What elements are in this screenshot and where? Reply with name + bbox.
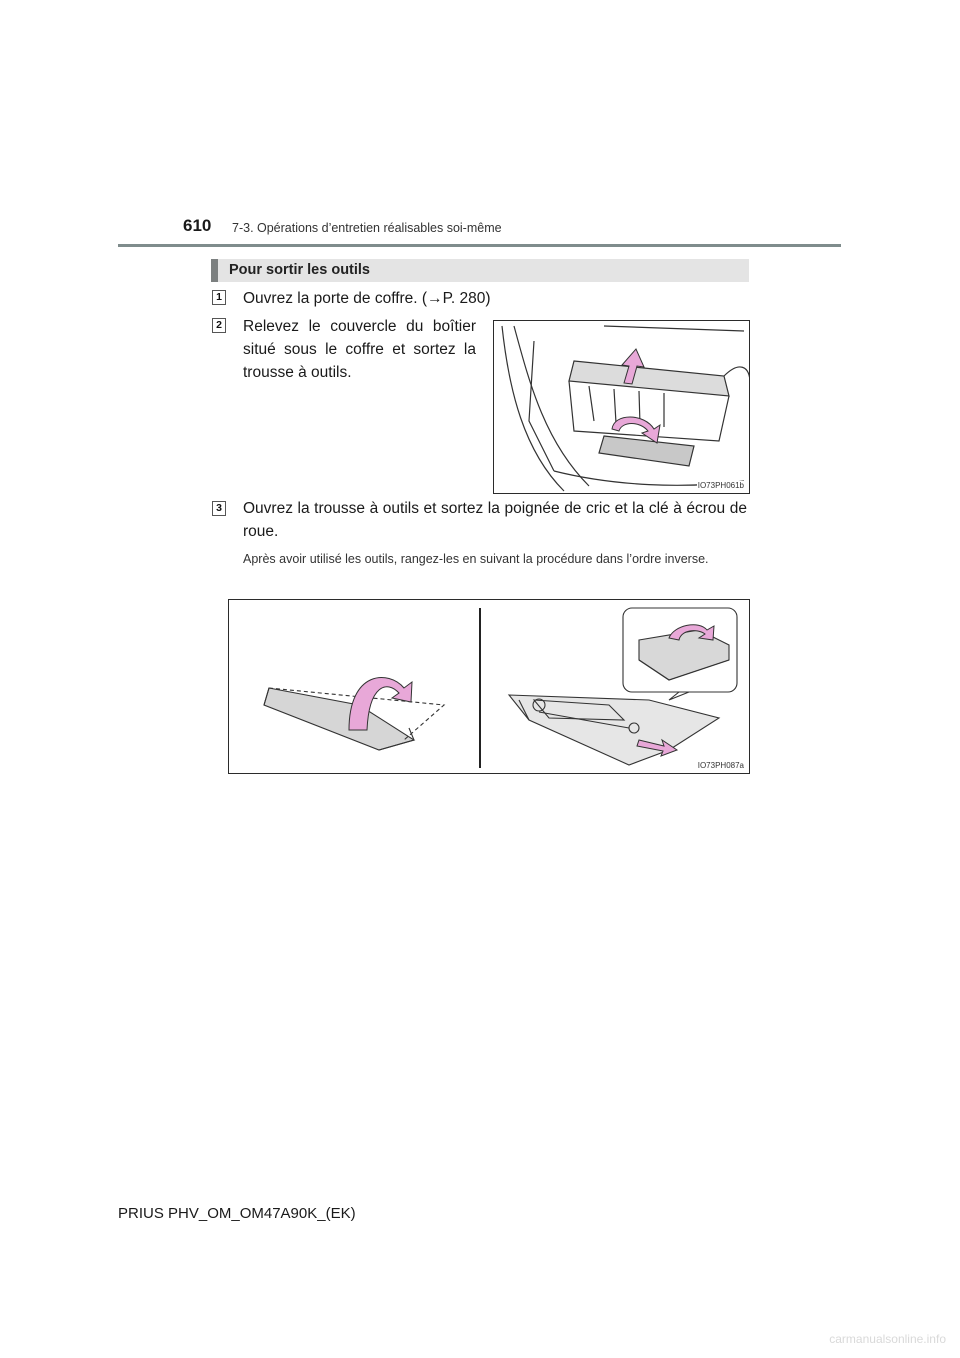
chapter-title: 7-3. Opérations d’entretien réalisables soi-même: [232, 221, 502, 235]
note-text: Après avoir utilisé les outils, rangez-les en suivant la procédure dans l’ordre inverse.: [243, 552, 709, 566]
trunk-illustration: [493, 320, 750, 494]
step-number-3: 3: [212, 501, 226, 516]
figure-code: IO73PH087a: [697, 761, 744, 770]
watermark: carmanualsonline.info: [829, 1332, 946, 1346]
tool-kit-illustration: [228, 599, 750, 774]
step-2-text: Relevez le couvercle du boîtier situé sous le coffre et sortez la trousse à outils.: [243, 318, 476, 381]
step-number-1: 1: [212, 290, 226, 305]
step-number-2: 2: [212, 318, 226, 333]
header-rule: [118, 244, 841, 247]
section-heading: Pour sortir les outils: [211, 259, 749, 282]
figure-code: IO73PH061b: [697, 481, 744, 490]
step-3-text: Ouvrez la trousse à outils et sortez la poignée de cric et la clé à écrou de roue.: [243, 500, 747, 540]
footer-model-code: PRIUS PHV_OM_OM47A90K_(EK): [118, 1205, 356, 1222]
tool-kit-drawing: [229, 600, 750, 774]
trunk-drawing: [494, 321, 750, 494]
step-1-text: Ouvrez la porte de coffre. (→P. 280): [243, 290, 491, 307]
page-number: 610: [183, 216, 212, 235]
